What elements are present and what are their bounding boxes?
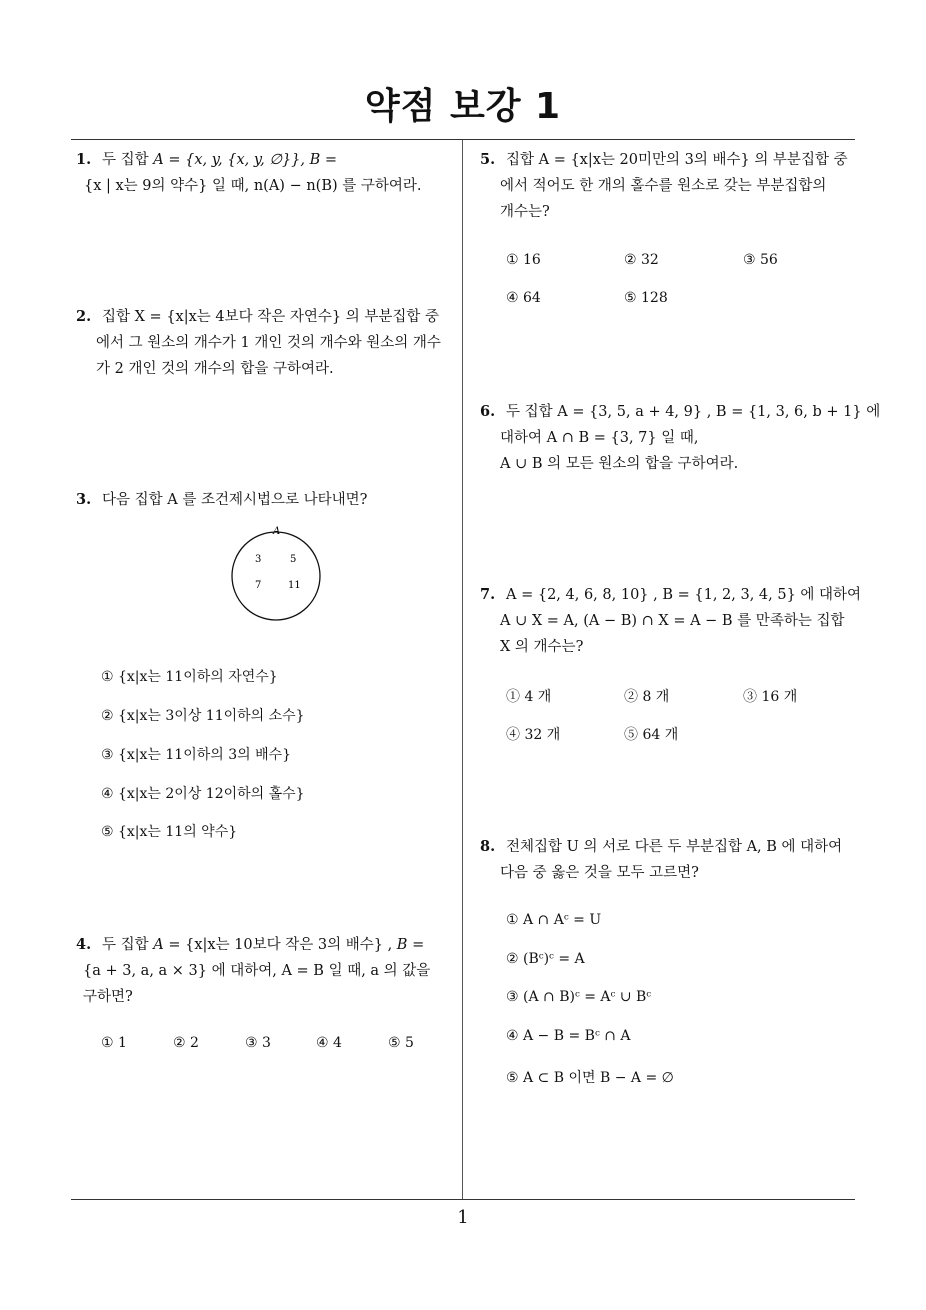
question-5 — [480, 147, 860, 225]
question-text-line: 구하면? — [83, 989, 133, 1005]
set-circle — [232, 532, 320, 620]
question-7 — [480, 582, 860, 660]
question-text-line: 에서 그 원소의 개수가 1 개인 것의 개수와 원소의 개수 — [96, 335, 441, 351]
choice-3[interactable]: ③ 16 개 — [743, 689, 798, 705]
question-3 — [76, 487, 456, 513]
text-part: 집합 — [120, 937, 149, 953]
text-part: B — [396, 937, 408, 953]
choice-2[interactable]: ② {x|x는 3이상 11이하의 소수} — [101, 708, 305, 724]
question-number: 6. — [480, 403, 496, 420]
question-8 — [480, 834, 860, 886]
question-text-line: 다음 중 옳은 것을 모두 고르면? — [500, 865, 699, 881]
question-6 — [480, 399, 881, 477]
question-text-line: 집합 A = {x|x는 20미만의 3의 배수} 의 부분집합 중 — [506, 152, 848, 168]
question-text-line: A ∪ X = A, (A − B) ∩ X = A − B 를 만족하는 집합 — [500, 613, 845, 629]
choice-2[interactable]: ② (Bᶜ)ᶜ = A — [506, 951, 585, 967]
choice-1[interactable]: ① 1 — [101, 1035, 127, 1051]
text-part: 두 — [102, 152, 117, 168]
choice-5[interactable]: ⑤ A ⊂ B 이면 B − A = ∅ — [506, 1070, 674, 1086]
choice-1[interactable]: ① A ∩ Aᶜ = U — [506, 912, 602, 928]
choice-4[interactable]: ④ 32 개 — [506, 727, 561, 743]
choice-4[interactable]: ④ 4 — [316, 1035, 342, 1051]
text-part: = — [324, 152, 338, 168]
text-part: = — [168, 937, 181, 953]
question-text-line: 두 집합 A = {3, 5, a + 4, 9} , B = {1, 3, 6, b + 1} 에 — [506, 404, 881, 420]
question-text-line: 개수는? — [500, 204, 550, 220]
question-text-line: 대하여 A ∩ B = {3, 7} 일 때, — [500, 430, 699, 446]
question-number: 2. — [76, 308, 92, 325]
question-number: 4. — [76, 936, 92, 953]
question-text-line — [102, 932, 456, 958]
choice-4[interactable]: ④ A − B = Bᶜ ∩ A — [506, 1028, 631, 1044]
text-part: 두 — [102, 937, 117, 953]
question-number: 7. — [480, 586, 496, 603]
set-element: 11 — [288, 580, 301, 591]
question-text-line: 가 2 개인 것의 개수의 합을 구하여라. — [96, 361, 334, 377]
choice-3[interactable]: ③ {x|x는 11이하의 3의 배수} — [101, 747, 292, 763]
question-text-line — [102, 147, 456, 173]
text-part: A — [153, 152, 164, 168]
choice-4[interactable]: ④ 64 — [506, 290, 541, 306]
question-text-line: A = {2, 4, 6, 8, 10} , B = {1, 2, 3, 4, 5} 에 대하여 — [506, 587, 862, 603]
choice-2[interactable]: ② 2 — [173, 1035, 199, 1051]
set-element: 5 — [290, 554, 297, 565]
column-divider — [462, 140, 463, 1200]
venn-diagram — [226, 520, 328, 622]
text-part: = — [168, 152, 181, 168]
bottom-rule — [71, 1199, 855, 1200]
question-text-line: 에서 적어도 한 개의 홀수를 원소로 갖는 부분집합의 — [500, 178, 827, 194]
choice-4[interactable]: ④ {x|x는 2이상 12이하의 홀수} — [101, 786, 305, 802]
choice-3[interactable]: ③ 3 — [245, 1035, 271, 1051]
choice-1[interactable]: ① 4 개 — [506, 689, 552, 705]
text-part: B — [309, 152, 321, 168]
question-number: 8. — [480, 838, 496, 855]
text-part: 집합 — [120, 152, 149, 168]
choice-5[interactable]: ⑤ 64 개 — [624, 727, 679, 743]
text-part: {x|x는 10보다 작은 3의 배수} — [185, 937, 383, 953]
page-number: 1 — [457, 1207, 469, 1228]
question-text-line: {x | x는 9의 약수} 일 때, n(A) − n(B) 를 구하여라. — [84, 178, 422, 194]
text-part: A — [153, 937, 164, 953]
choice-2[interactable]: ② 8 개 — [624, 689, 670, 705]
question-text-line: X 의 개수는? — [500, 639, 584, 655]
choice-5[interactable]: ⑤ 128 — [624, 290, 668, 306]
choice-1[interactable]: ① 16 — [506, 252, 541, 268]
choice-5[interactable]: ⑤ {x|x는 11의 약수} — [101, 824, 238, 840]
question-text-line: 전체집합 U 의 서로 다른 두 부분집합 A, B 에 대하여 — [506, 839, 843, 855]
question-1 — [76, 147, 456, 199]
top-rule — [71, 139, 855, 140]
choice-5[interactable]: ⑤ 5 — [388, 1035, 414, 1051]
text-part: , — [387, 937, 393, 953]
text-part: {x, y, {x, y, ∅}}, — [185, 152, 306, 168]
set-element: 3 — [255, 554, 262, 565]
choice-1[interactable]: ① {x|x는 11이하의 자연수} — [101, 669, 278, 685]
set-label: A — [273, 526, 281, 537]
choice-3[interactable]: ③ (A ∩ B)ᶜ = Aᶜ ∪ Bᶜ — [506, 989, 652, 1005]
page-title: 약점 보강 1 — [364, 86, 562, 127]
question-text-line: 다음 집합 A 를 조건제시법으로 나타내면? — [102, 492, 368, 508]
choice-2[interactable]: ② 32 — [624, 252, 659, 268]
question-2 — [76, 304, 456, 382]
set-element: 7 — [255, 580, 262, 591]
question-text-line: 집합 X = {x|x는 4보다 작은 자연수} 의 부분집합 중 — [102, 309, 439, 325]
choice-3[interactable]: ③ 56 — [743, 252, 778, 268]
question-number: 5. — [480, 151, 496, 168]
question-4 — [76, 932, 456, 1010]
question-number: 1. — [76, 151, 92, 168]
text-part: = — [412, 937, 425, 953]
question-text-line: A ∪ B 의 모든 원소의 합을 구하여라. — [500, 456, 739, 472]
question-text-line: {a + 3, a, a × 3} 에 대하여, A = B 일 때, a 의 값을 — [83, 963, 431, 979]
question-number: 3. — [76, 491, 92, 508]
